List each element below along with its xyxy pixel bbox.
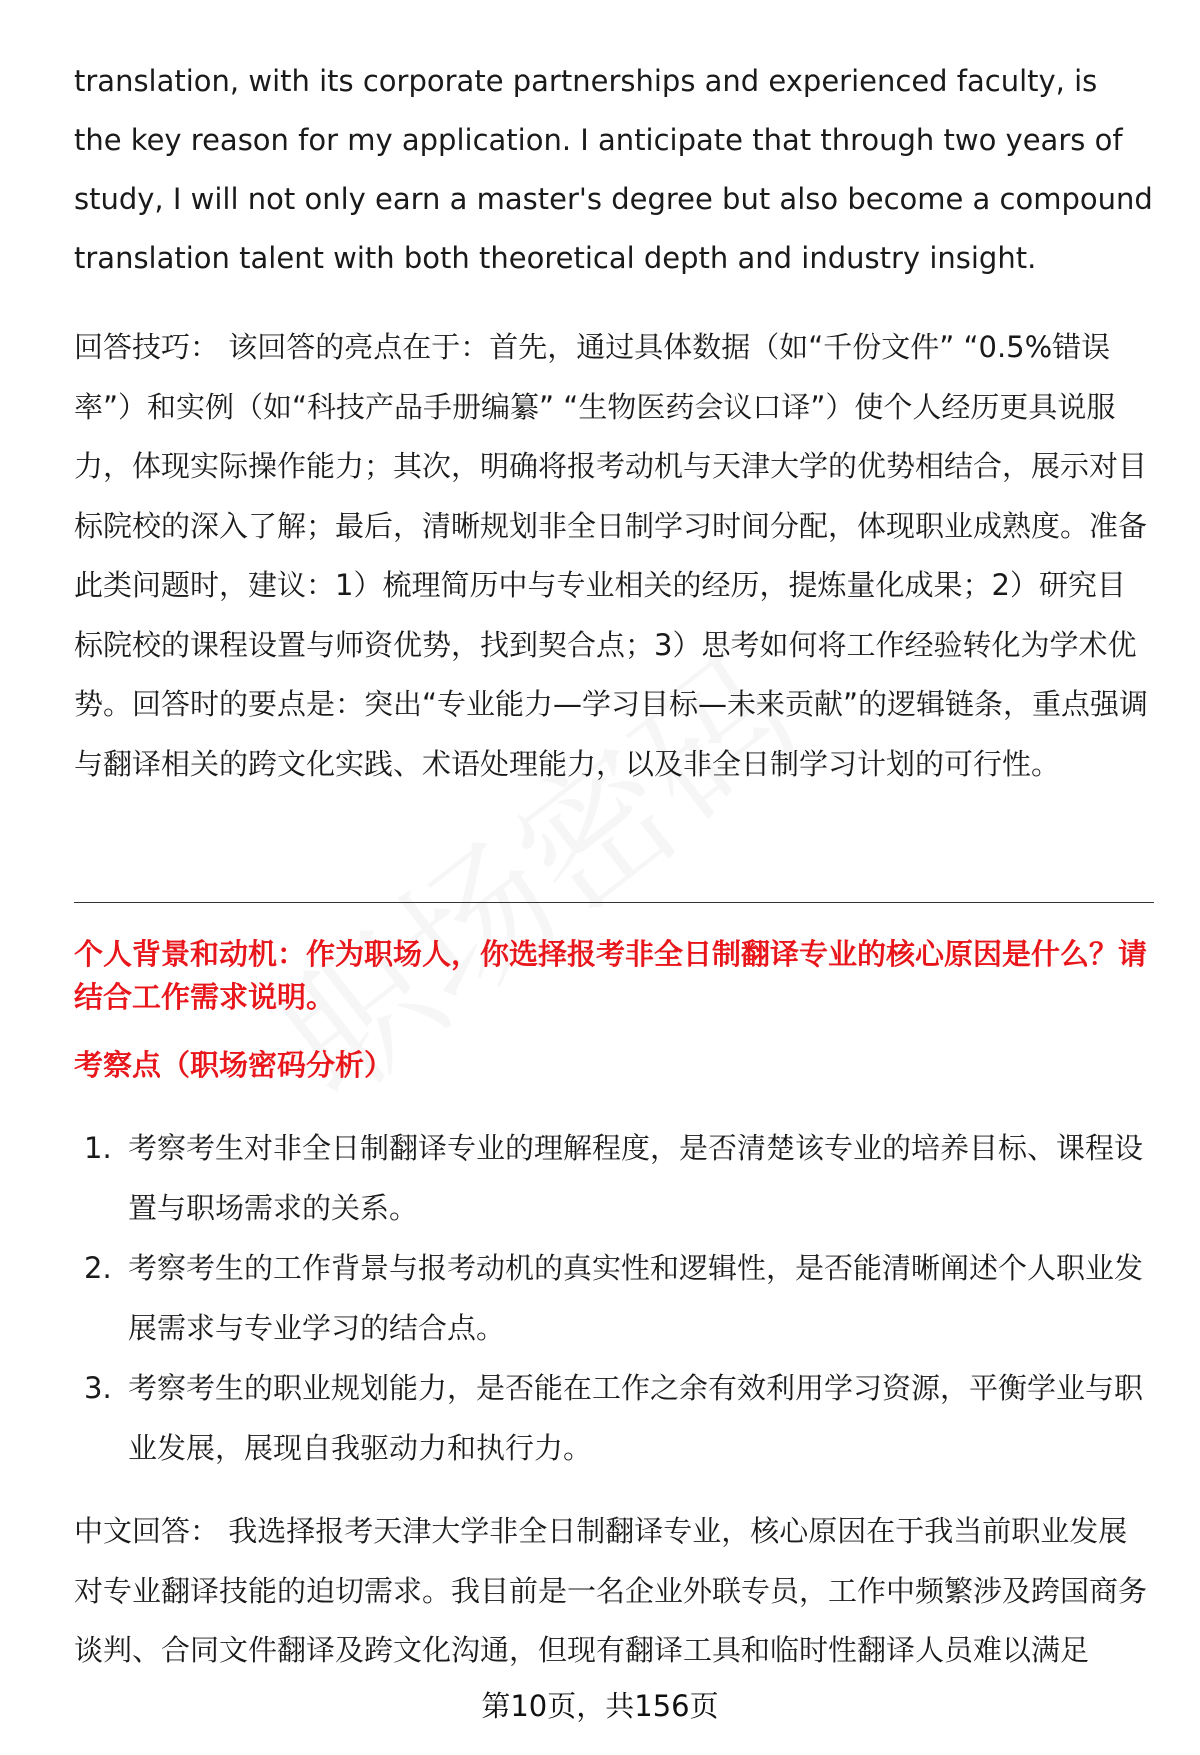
analysis-point-text: 考察考生的职业规划能力，是否能在工作之余有效利用学习资源，平衡学业与职业发展，展现自我驱动力和执行力。 [128,1371,1144,1465]
analysis-point-text: 考察考生对非全日制翻译专业的理解程度，是否清楚该专业的培养目标、课程设置与职场需求的关系。 [128,1131,1144,1225]
list-number: 1. [84,1131,112,1165]
list-number: 3. [84,1371,112,1405]
analysis-points-list [74,1118,1154,1478]
chinese-answer-paragraph: 中文回答： 我选择报考天津大学非全日制翻译专业，核心原因在于我当前职业发展对专业翻译技能的迫切需求。我目前是一名企业外联专员，工作中频繁涉及跨国商务谈判、合同文件翻译及跨文化沟通，但现有翻译工具和临时性翻译人员难以满足 [74,1514,1148,1667]
analysis-heading: 考察点（职场密码分析） [74,1048,394,1082]
page-number-footer: 第10页，共156页 [0,1684,1200,1728]
section-divider [74,902,1154,903]
analysis-point [74,1358,1154,1478]
list-number: 2. [84,1251,112,1285]
answer-tips-paragraph: 回答技巧： 该回答的亮点在于：首先，通过具体数据（如“千份文件” “0.5%错误率”）和实例（如“科技产品手册编纂” “生物医药会议口译”）使个人经历更具说服力，体现实际操作能力；其次，明确将报考动机与天津大学的优势相结合，展示对目标院校的深入了解；最后，清晰规划非全日制学习时间分配，体现职业成熟度。准备此类问题时，建议：1）梳理简历中与专业相关的经历，提炼量化成果；2）研究目标院校的课程设置与师资优势，找到契合点；3）思考如何将工作经验转化为学术优势。回答时的要点是：突出“专业能力—学习目标—未来贡献”的逻辑链条，重点强调与翻译相关的跨文化实践、术语处理能力，以及非全日制学习计划的可行性。 [74,330,1149,781]
analysis-point [74,1118,1154,1238]
analysis-point-text: 考察考生的工作背景与报考动机的真实性和逻辑性，是否能清晰阐述个人职业发展需求与专业学习的结合点。 [128,1251,1144,1345]
analysis-point [74,1238,1154,1358]
question-title: 个人背景和动机：作为职场人，你选择报考非全日制翻译专业的核心原因是什么？请结合工作需求说明。 [74,937,1148,1014]
english-answer-paragraph: translation, with its corporate partnerships and experienced faculty, is the key reason for my application. I anticipate that through two years of study, I will not only earn a master's degree but also become a compound translation talent with both theoretical depth and industry insight. [74,64,1153,275]
